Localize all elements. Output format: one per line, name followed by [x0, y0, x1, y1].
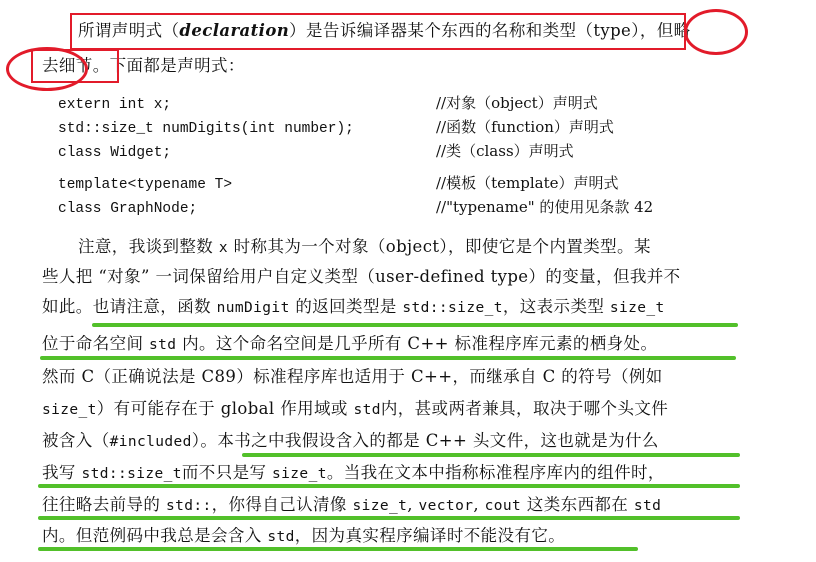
red-circle-annotation — [6, 47, 88, 91]
code-line: class Widget; — [58, 145, 172, 161]
code-line: template<typename T> — [58, 177, 233, 193]
para2-line3 — [42, 296, 665, 319]
text: 位于命名空间 — [42, 334, 150, 353]
text: 如此。也请注意，函数 — [42, 297, 217, 316]
para2-line10 — [42, 525, 565, 548]
text: 而不只是写 — [181, 463, 273, 482]
para2-line6 — [42, 398, 668, 421]
text: 下面都是声明式： — [109, 56, 245, 75]
text: ，你得自己认清像 — [211, 495, 353, 514]
text: 注意，我谈到整数 — [78, 237, 219, 256]
red-circle-annotation — [684, 9, 748, 55]
term-declaration: declaration — [179, 21, 290, 40]
para2-line8 — [42, 462, 665, 485]
text-circled: 去细节。 — [42, 56, 110, 75]
text: 所谓声明式（ — [78, 21, 180, 40]
code-text: std::size_t — [402, 300, 503, 316]
text: 往往略去前导的 — [42, 495, 166, 514]
text: , — [473, 495, 485, 514]
green-underline — [38, 484, 740, 488]
code-text: std::size_t — [81, 466, 182, 482]
green-underline — [242, 453, 740, 457]
code-text: #included — [109, 434, 192, 450]
para2-line2: 些人把 “对象” 一词保留给用户自定义类型（user-defined type）的变量，但我并不 — [42, 267, 681, 286]
code-text: std — [353, 402, 381, 418]
code-text: x — [218, 240, 228, 256]
code-comment: //模板（template）声明式 — [436, 174, 619, 192]
code-text: size_t — [609, 300, 665, 316]
text: 时称其为一个对象（object），即使它是个内置类型。某 — [228, 237, 651, 256]
green-underline — [38, 516, 740, 520]
code-text: numDigit — [216, 300, 290, 316]
text: ）有可能存在于 global 作用域或 — [96, 399, 354, 418]
text: 。当我在文本中指称标准程序库内的组件时， — [326, 463, 665, 482]
red-highlight-box — [70, 13, 686, 50]
code-text: std — [149, 337, 177, 353]
code-text: size_t — [352, 498, 408, 514]
code-line: class GraphNode; — [58, 201, 198, 217]
code-text: std:: — [165, 498, 212, 514]
para2-line5: 然而 C（正确说法是 C89）标准程序库也适用于 C++，而继承自 C 的符号（例如 — [42, 367, 663, 386]
para2-line9 — [42, 494, 661, 517]
text: ）是告诉编译器某个东西的名称和类型（type）， — [289, 21, 657, 40]
text: 的返回类型是 — [289, 297, 403, 316]
code-text: size_t — [42, 402, 97, 418]
para2-line1 — [78, 236, 651, 259]
text: ，这表示类型 — [502, 297, 610, 316]
text: 我写 — [42, 463, 82, 482]
text: , — [407, 495, 419, 514]
text: ）。本书之中我假设含入的都是 C++ 头文件，这也就是为什么 — [191, 431, 659, 450]
code-text: cout — [484, 498, 522, 514]
green-underline — [38, 547, 638, 551]
code-line: std::size_t numDigits(int number); — [58, 121, 354, 137]
code-text: std — [633, 498, 662, 514]
text: 内。这个命名空间是几乎所有 C++ 标准程序库元素的栖身处。 — [176, 334, 658, 353]
code-text: vector — [418, 498, 474, 514]
green-underline — [40, 356, 736, 360]
text: 被含入（ — [42, 431, 110, 450]
para2-line7 — [42, 430, 659, 453]
text: 这类东西都在 — [521, 495, 634, 514]
code-comment: //"typename" 的使用见条款 42 — [436, 198, 654, 216]
code-comment: //类（class）声明式 — [436, 142, 574, 160]
code-comment: //对象（object）声明式 — [436, 94, 598, 112]
text: 内。但范例码中我总是会含入 — [42, 526, 268, 545]
code-text: std — [267, 529, 295, 545]
code-text: size_t — [272, 466, 327, 482]
code-line: extern int x; — [58, 97, 172, 113]
text-circled: 但略 — [656, 21, 691, 40]
code-comment: //函数（function）声明式 — [436, 118, 614, 136]
green-underline — [92, 323, 738, 327]
text: 内，甚或两者兼具，取决于哪个头文件 — [380, 399, 669, 418]
text: ，因为真实程序编译时不能没有它。 — [294, 526, 566, 545]
para2-line4 — [42, 333, 657, 356]
